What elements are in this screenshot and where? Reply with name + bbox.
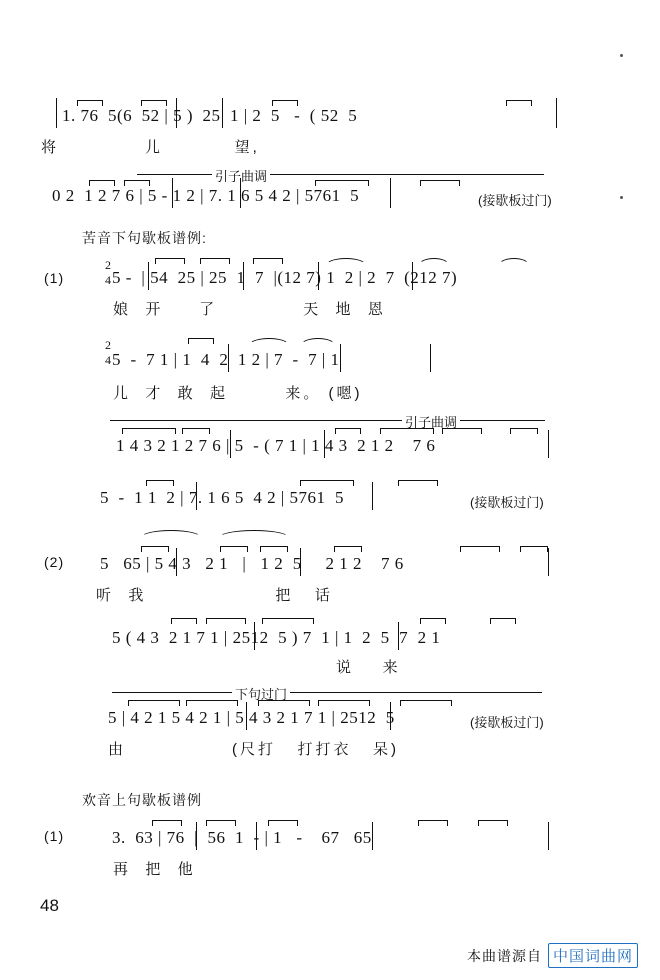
barline: [228, 344, 229, 372]
page-number: 48: [40, 896, 59, 915]
music-line-notes: 3. 63 | 76 | 56 1 - | 1 - 67 65: [112, 828, 372, 847]
barline: [390, 702, 391, 730]
barline: [254, 622, 255, 650]
slur: [248, 338, 290, 346]
lyrics-line: 由: [108, 741, 127, 758]
barline: [172, 178, 173, 208]
section-heading-kuyin: 苦音下句歇板谱例:: [82, 230, 207, 246]
beam: [318, 700, 370, 701]
barline: [548, 822, 549, 850]
beam: [520, 546, 548, 547]
barline: [176, 98, 177, 128]
barline: [372, 822, 373, 850]
beam: [490, 618, 516, 619]
section-label-xiaju: 下句过门: [232, 684, 290, 703]
beam: [420, 618, 446, 619]
lyrics-line: 将 儿 望,: [41, 139, 260, 156]
barline: [556, 98, 557, 128]
footer-source-text: 本曲谱源自: [466, 947, 542, 964]
barline: [390, 178, 391, 208]
example-marker-2: (2): [44, 554, 65, 570]
barline: [222, 98, 223, 128]
music-line-notes: 5 - 1 1 2 | 7. 1 6 5 4 2 | 5761 5: [100, 488, 344, 507]
music-line-notes: 5 65 | 5 4 3 2 1 | 1 2 5 2 1 2 7 6: [100, 554, 404, 573]
beam: [206, 820, 236, 821]
barline: [324, 430, 325, 458]
barline: [56, 98, 57, 128]
music-line-notes: 5 | 4 2 1 5 4 2 1 | 5 4 3 2 1 7 1 | 2512 5: [108, 708, 395, 727]
beam: [272, 100, 298, 101]
beam: [418, 820, 448, 821]
beam: [258, 700, 310, 701]
beam: [506, 100, 532, 101]
beam: [335, 428, 361, 429]
barline: [398, 622, 399, 650]
beam: [186, 700, 238, 701]
example-marker-1: (1): [44, 270, 65, 286]
beam: [315, 180, 369, 181]
corner-dot-mid: [620, 196, 623, 199]
barline: [548, 548, 549, 576]
beam: [380, 428, 434, 429]
beam: [146, 480, 174, 481]
music-line-notes: 1. 76 5(6 52 | 5 ) 25 1 | 2 5 - ( 52 5: [62, 106, 358, 125]
lyrics-line: 娘 开 了 天 地 恩: [113, 301, 386, 318]
barline: [176, 548, 177, 576]
beam: [398, 480, 438, 481]
beam: [152, 820, 182, 821]
beam: [400, 700, 452, 701]
beam-long: [137, 174, 544, 175]
music-line-notes: 5 - 7 1 | 1 4 2 1 2 | 7 - 7 | 1: [112, 350, 340, 369]
meter-mark: 2 4: [105, 338, 112, 367]
music-line-notes: 5 - | 54 25 | 25 1 7 |(12 7) 1 2 | 2 7 (212 7): [112, 268, 458, 287]
barline: [372, 482, 373, 510]
barline: [340, 344, 341, 372]
barline: [148, 262, 149, 290]
beam: [206, 618, 246, 619]
barline: [246, 702, 247, 730]
beam: [478, 820, 508, 821]
barline: [230, 430, 231, 458]
example-marker-3: (1): [44, 828, 65, 844]
beam: [420, 180, 460, 181]
beam: [334, 546, 362, 547]
beam: [460, 546, 500, 547]
meter-mark: 2 4: [105, 258, 112, 287]
beam-long: [112, 692, 542, 693]
beam: [200, 258, 230, 259]
section-label-yinzi-1: 引子曲调: [212, 166, 270, 185]
barline: [240, 178, 241, 208]
beam: [510, 428, 538, 429]
slur: [218, 530, 290, 538]
guomen-note: (接歇板过门): [478, 193, 552, 208]
barline: [243, 262, 244, 290]
lyrics-line: 再 把 他: [113, 861, 196, 878]
footer-watermark: [467, 943, 638, 968]
barline: [256, 822, 257, 850]
barline: [318, 262, 319, 290]
guomen-note: (接歇板过门): [470, 715, 544, 730]
section-label-yinzi-2: 引子曲调: [402, 412, 460, 431]
slur: [300, 338, 336, 346]
corner-dot-top: [620, 54, 623, 57]
slur: [498, 258, 530, 266]
lyrics-paren: (尺打 打打衣 呆): [232, 741, 399, 758]
beam: [268, 820, 298, 821]
beam: [141, 100, 167, 101]
beam: [128, 700, 180, 701]
slur: [325, 258, 367, 266]
beam: [77, 100, 103, 101]
barline: [196, 482, 197, 510]
beam: [220, 546, 248, 547]
beam: [260, 546, 288, 547]
beam: [442, 428, 482, 429]
beam: [188, 338, 214, 339]
beam: [141, 546, 169, 547]
music-line-notes: 1 4 3 2 1 2 7 6 | 5 - ( 7 1 | 1 4 3 2 1 2 7 6: [116, 436, 436, 455]
beam: [300, 480, 354, 481]
lyrics-line: 听 我 把 话: [96, 587, 333, 604]
barline: [412, 262, 413, 290]
beam: [155, 258, 185, 259]
beam: [122, 428, 176, 429]
section-heading-huanyin: 欢音上句歇板谱例: [82, 792, 202, 808]
guomen-note: (接歇板过门): [470, 495, 544, 510]
lyrics-line: 说 来: [336, 659, 401, 676]
beam: [171, 618, 197, 619]
beam-long: [110, 420, 545, 421]
barline: [300, 548, 301, 576]
slur: [418, 258, 450, 266]
barline: [430, 344, 431, 372]
beam: [89, 180, 115, 181]
beam: [182, 428, 210, 429]
beam: [124, 180, 150, 181]
beam: [262, 618, 314, 619]
beam: [253, 258, 283, 259]
music-line-notes: 5 ( 4 3 2 1 7 1 | 2512 5 ) 7 1 | 1 2 5 7 2 1: [112, 628, 441, 647]
music-line-notes: 0 2 1 2 7 6 | 5 - 1 2 | 7. 1 6 5 4 2 | 5761 5: [52, 186, 360, 205]
slur: [140, 530, 202, 538]
barline: [548, 430, 549, 458]
footer-brand: 中国词曲网: [548, 943, 638, 968]
lyrics-line: 儿 才 敢 起 来。 (嗯): [113, 385, 363, 402]
barline: [196, 822, 197, 850]
